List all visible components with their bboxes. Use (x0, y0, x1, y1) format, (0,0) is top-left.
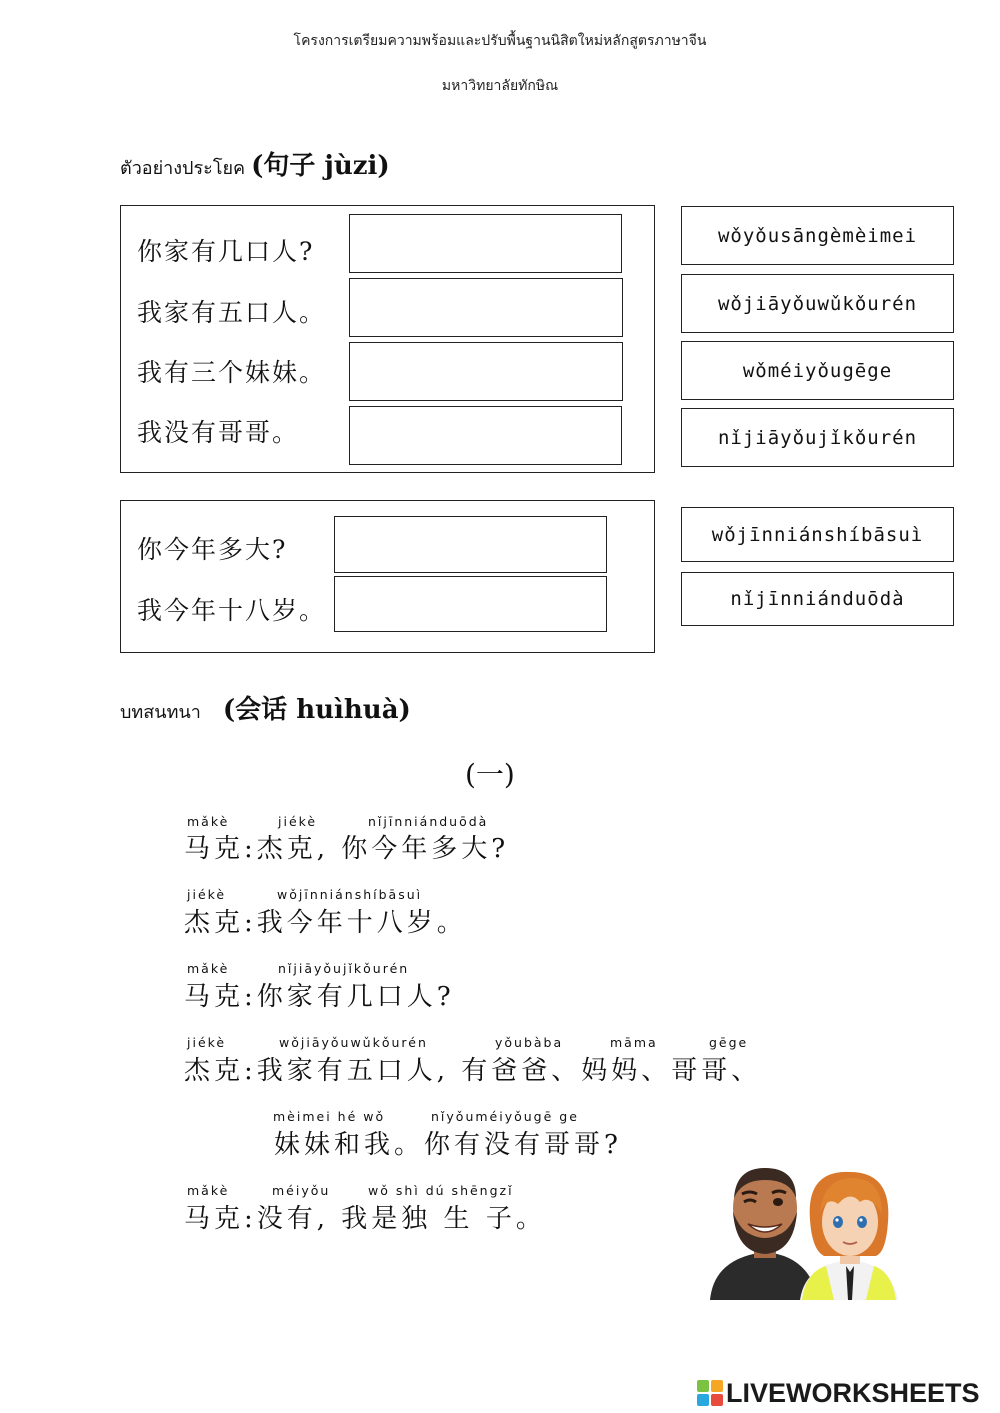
answer-drop-6[interactable] (334, 576, 607, 632)
pinyin-l4-1: jiékè (187, 1035, 227, 1050)
speaker-jieke: 杰克: (184, 1056, 257, 1086)
dialogue-line-1-text: 杰克, 你今年多大? (256, 834, 510, 864)
header-line-1: โครงการเตรียมความพร้อมและปรับพื้นฐานนิสิตใหม่หลักสูตรภาษาจีน (293, 33, 707, 49)
pinyin-option-3[interactable]: wǒméiyǒugēge (681, 341, 954, 400)
pinyin-l4-3: yǒubàba (495, 1035, 564, 1050)
dialogue-line-3-text: 你家有几口人? (256, 982, 455, 1012)
answer-drop-5[interactable] (334, 516, 607, 573)
answer-drop-2[interactable] (349, 278, 623, 337)
section-sentences-title-th: ตัวอย่างประโยค (120, 158, 246, 179)
pinyin-option-4[interactable]: nǐjiāyǒujǐkǒurén (681, 408, 954, 467)
pinyin-l1-1: mǎkè (187, 814, 230, 829)
sentence-2: 我家有五口人。 (137, 298, 327, 327)
dialogue-line-6-text: 没有, 我是独 生 子。 (256, 1204, 546, 1234)
section-dialogue-title-cn: (会话 huìhuà) (222, 695, 411, 725)
characters-illustration (710, 1160, 910, 1300)
pinyin-l6-1: mǎkè (187, 1183, 230, 1198)
header-line-2: มหาวิทยาลัยทักษิณ (441, 78, 559, 94)
dialogue-part-label: (一) (465, 758, 515, 791)
dialogue-line-5-text: 妹妹和我。你有没有哥哥? (274, 1130, 622, 1160)
dialogue-line-6 (184, 1198, 546, 1235)
speaker-make: 马克: (184, 1204, 257, 1234)
speaker-make: 马克: (184, 834, 257, 864)
sentence-6: 我今年十八岁。 (137, 596, 327, 625)
pinyin-l2-2: wǒjīnniánshíbāsuì (277, 887, 423, 902)
pinyin-l1-2: jiékè (278, 814, 318, 829)
answer-drop-3[interactable] (349, 342, 623, 401)
speaker-make: 马克: (184, 982, 257, 1012)
pinyin-l3-2: nǐjiāyǒujǐkǒurén (278, 961, 410, 976)
pinyin-option-5[interactable]: wǒjīnniánshíbāsuì (681, 507, 954, 562)
pinyin-l4-2: wǒjiāyǒuwǔkǒurén (279, 1035, 428, 1050)
section-dialogue-title (120, 689, 411, 726)
pinyin-l3-1: mǎkè (187, 961, 230, 976)
speaker-jieke: 杰克: (184, 908, 257, 938)
pinyin-l2-1: jiékè (187, 887, 227, 902)
pinyin-l5-1: mèimei hé wǒ (273, 1109, 386, 1124)
dialogue-line-3 (184, 976, 455, 1013)
dialogue-line-1 (184, 828, 509, 865)
dialogue-line-4 (184, 1050, 761, 1087)
pinyin-option-2[interactable]: wǒjiāyǒuwǔkǒurén (681, 274, 954, 333)
sentence-4: 我没有哥哥。 (137, 418, 300, 447)
pinyin-option-6[interactable]: nǐjīnniánduōdà (681, 572, 954, 626)
pinyin-l4-4: māma (610, 1035, 658, 1050)
dialogue-line-4-text: 我家有五口人, 有爸爸、妈妈、哥哥、 (256, 1056, 762, 1086)
section-dialogue-title-th: บทสนทนา (120, 702, 201, 723)
pinyin-option-1[interactable]: wǒyǒusāngèmèimei (681, 206, 954, 265)
sentence-5: 你今年多大? (137, 535, 288, 564)
pinyin-l6-3: wǒ shì dú shēngzǐ (368, 1183, 514, 1198)
pinyin-l1-3: nǐjīnniánduōdà (368, 814, 489, 829)
sentence-1: 你家有几口人? (137, 237, 315, 266)
answer-drop-4[interactable] (349, 406, 622, 465)
section-sentences-title (120, 145, 390, 182)
pinyin-l4-5: gēge (709, 1035, 749, 1050)
pinyin-l5-2: nǐyǒuméiyǒugē ge (431, 1109, 579, 1124)
dialogue-line-2-text: 我今年十八岁。 (256, 908, 467, 938)
dialogue-line-2 (184, 902, 467, 939)
liveworksheets-logo-icon (697, 1380, 723, 1406)
liveworksheets-logo-text: LIVEWORKSHEETS (726, 1377, 980, 1408)
sentence-3: 我有三个妹妹。 (137, 358, 327, 387)
section-sentences-title-cn: (句子 jùzi) (251, 151, 390, 181)
pinyin-l6-2: méiyǒu (272, 1183, 331, 1198)
liveworksheets-logo (697, 1376, 980, 1410)
answer-drop-1[interactable] (349, 214, 622, 273)
